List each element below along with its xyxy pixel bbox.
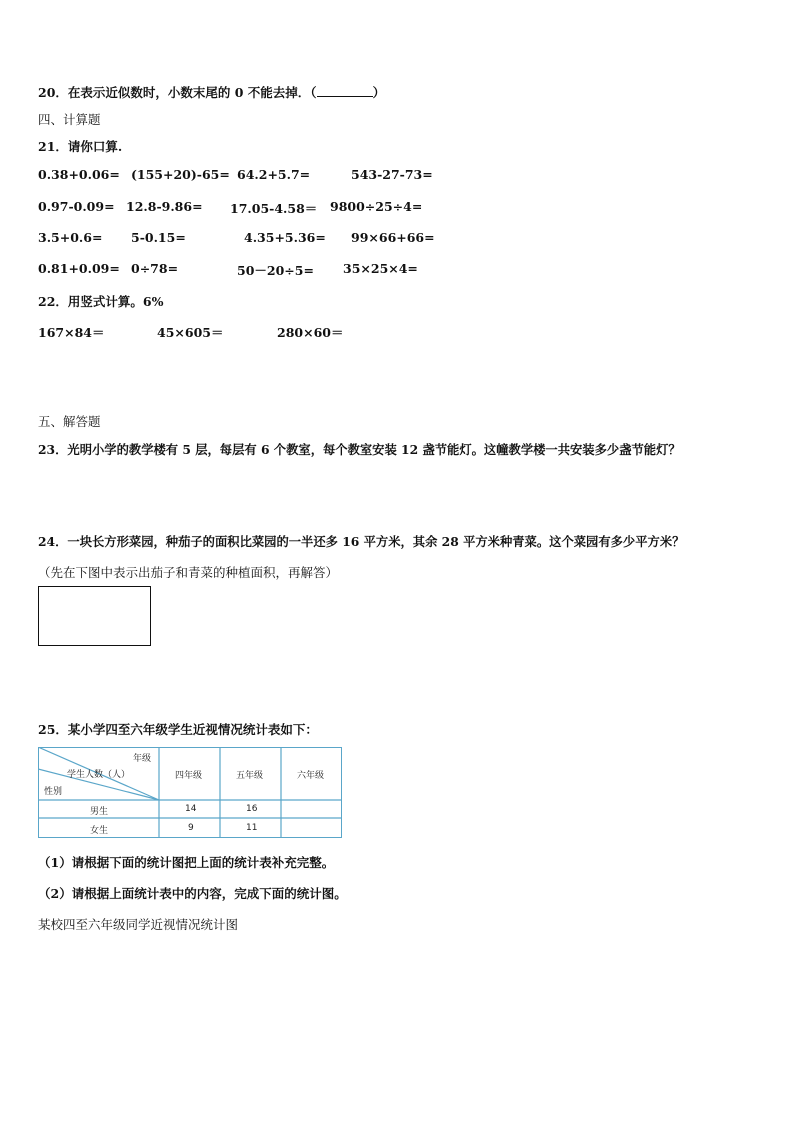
section-heading-4: 四、计算题 [38, 112, 101, 127]
calc-item: (155+20)-65= [131, 167, 230, 182]
calc-item: 0÷78= [131, 261, 179, 276]
calc-item: 35×25×4= [343, 261, 418, 276]
vertical-calc-item: 167×84＝ [38, 325, 105, 340]
girls-grade-5: 11 [246, 823, 258, 833]
question-25-sub2: （2）请根据上面统计表中的内容，完成下面的统计图。 [38, 886, 347, 901]
boys-grade-5: 16 [246, 804, 258, 814]
calc-item: 9800÷25÷4= [330, 199, 423, 214]
boys-grade-4: 14 [185, 804, 197, 814]
row-label-girls: 女生 [90, 826, 109, 836]
girls-grade-4: 9 [188, 823, 194, 833]
question-21-title: 21．请你口算. [38, 139, 123, 154]
calc-item: 0.38+0.06= [38, 167, 120, 182]
calc-item: 0.81+0.09= [38, 261, 120, 276]
corner-gender-label: 性别 [44, 787, 63, 797]
calc-item: 5-0.15= [131, 230, 186, 245]
calc-item: 64.2+5.7= [237, 167, 311, 182]
question-23: 23．光明小学的教学楼有 5 层，每层有 6 个教室，每个教室安装 12 盏节能灯。这幢教学楼一共安装多少盏节能灯？ [38, 442, 681, 457]
question-22-title: 22．用竖式计算。6% [38, 294, 164, 309]
header-grade-6: 六年级 [297, 771, 325, 781]
vertical-calc-item: 45×605＝ [157, 325, 224, 340]
q20-text: 20．在表示近似数时，小数末尾的 0 不能去掉．（ [38, 85, 317, 100]
calc-item: 4.35+5.36= [244, 230, 326, 245]
vertical-calc-item: 280×60＝ [277, 325, 344, 340]
calc-item: 3.5+0.6= [38, 230, 103, 245]
question-25-title: 25．某小学四至六年级学生近视情况统计表如下： [38, 722, 318, 737]
calc-item: 12.8-9.86= [126, 199, 203, 214]
chart-caption: 某校四至六年级同学近视情况统计图 [38, 917, 239, 932]
section-heading-5: 五、解答题 [38, 414, 101, 429]
calc-item: 543-27-73= [351, 167, 433, 182]
question-24: 24．一块长方形菜园，种茄子的面积比菜园的一半还多 16 平方米，其余 28 平方米种青菜。这个菜园有多少平方米？ [38, 534, 685, 549]
header-grade-5: 五年级 [236, 771, 264, 781]
calc-item: 50－20÷5= [237, 263, 314, 278]
calc-item: 99×66+66= [351, 230, 435, 245]
calc-item: 0.97-0.09= [38, 199, 115, 214]
garden-rectangle[interactable] [38, 586, 151, 646]
corner-count-label: 学生人数（人） [67, 770, 131, 780]
row-label-boys: 男生 [90, 807, 109, 817]
answer-blank[interactable] [317, 86, 373, 97]
q20-close: ） [372, 85, 386, 100]
stats-table [38, 747, 342, 838]
question-20 [38, 83, 385, 101]
question-24-note: （先在下图中表示出茄子和青菜的种植面积，再解答） [38, 565, 339, 580]
question-25-sub1: （1）请根据下面的统计图把上面的统计表补充完整。 [38, 855, 335, 870]
calc-item: 17.05-4.58＝ [230, 201, 318, 216]
corner-grade-label: 年级 [133, 754, 152, 764]
header-grade-4: 四年级 [175, 771, 203, 781]
